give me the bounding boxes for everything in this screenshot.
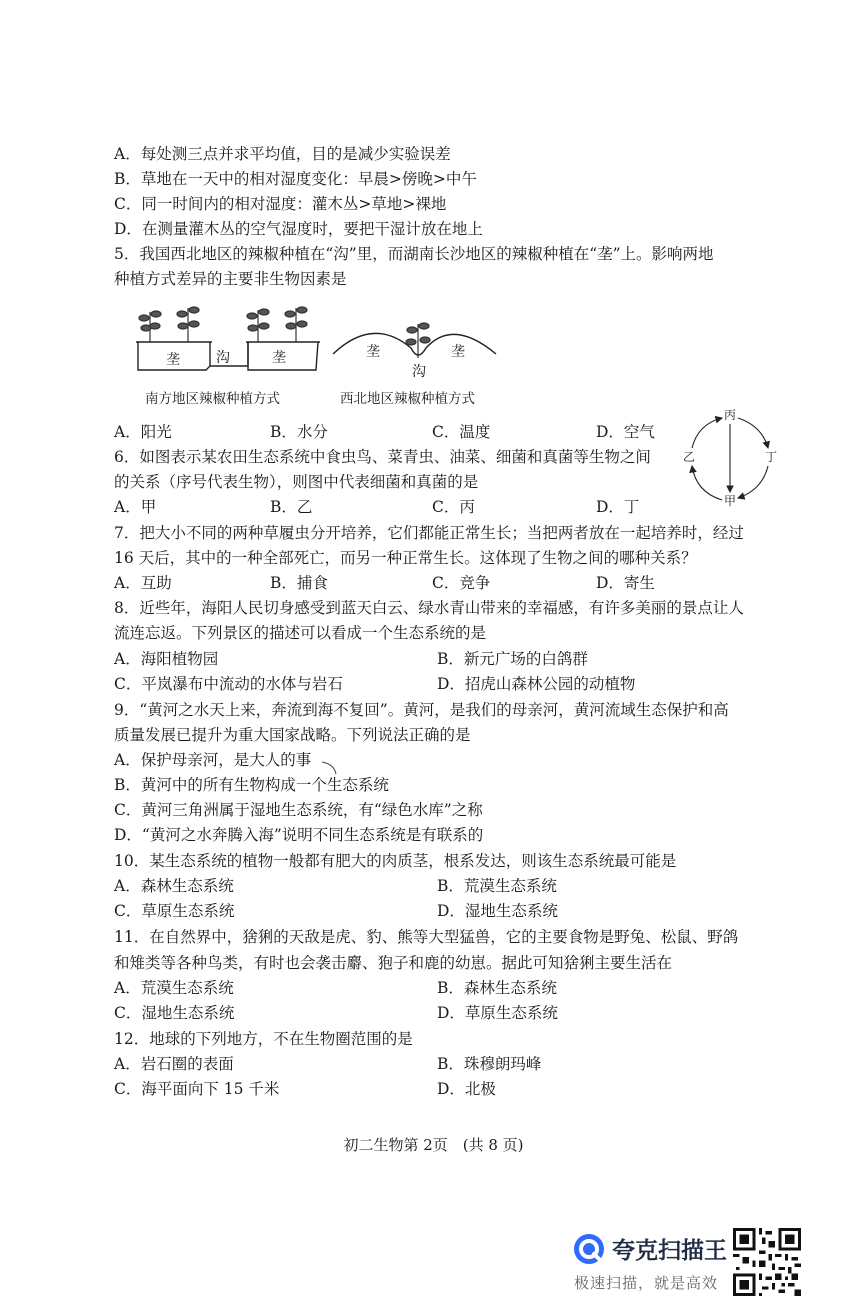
node-yi: 乙 bbox=[682, 450, 696, 464]
ridge-label: 垄 bbox=[166, 352, 180, 368]
question-9-stem-2: 质量发展已提升为重大国家战略。下列说法正确的是 bbox=[114, 726, 471, 744]
scanner-app-name: 夸克扫描王 bbox=[612, 1238, 727, 1264]
option-12b: B．珠穆朗玛峰 bbox=[437, 1055, 542, 1073]
option-4b: B．草地在一天中的相对湿度变化：早晨>傍晚>中午 bbox=[114, 170, 477, 188]
food-web-diagram bbox=[680, 404, 780, 508]
option-10a: A．森林生态系统 bbox=[114, 877, 234, 895]
question-10-stem: 10．某生态系统的植物一般都有肥大的肉质茎，根系发达，则该生态系统最可能是 bbox=[114, 852, 677, 870]
furrow-label: 沟 bbox=[216, 350, 230, 366]
question-5-stem-2: 种植方式差异的主要非生物因素是 bbox=[114, 270, 347, 288]
option-7a: A．互助 bbox=[114, 574, 172, 592]
figure-caption-northwest: 西北地区辣椒种植方式 bbox=[340, 391, 475, 407]
option-11c: C．湿地生态系统 bbox=[114, 1004, 235, 1022]
node-bing: 丙 bbox=[723, 408, 737, 422]
option-8b: B．新元广场的白鸽群 bbox=[437, 650, 588, 668]
question-11-stem-1: 11．在自然界中，猞猁的天敌是虎、豹、熊等大型猛兽，它的主要食物是野兔、松鼠、野鸽 bbox=[114, 928, 739, 946]
question-6-stem-1: 6．如图表示某农田生态系统中食虫鸟、菜青虫、油菜、细菌和真菌等生物之间 bbox=[114, 448, 651, 466]
scanner-logo-icon bbox=[572, 1232, 606, 1266]
option-5d: D．空气 bbox=[596, 423, 655, 441]
option-6c: C．丙 bbox=[432, 498, 475, 516]
pencil-mark bbox=[318, 760, 342, 778]
option-4d: D．在测量灌木丛的空气湿度时，要把干湿计放在地上 bbox=[114, 220, 483, 238]
option-12d: D．北极 bbox=[437, 1080, 496, 1098]
option-8a: A．海阳植物园 bbox=[114, 650, 219, 668]
page-footer: 初二生物第 2页 (共 8 页) bbox=[343, 1136, 524, 1154]
qr-code-icon bbox=[733, 1228, 801, 1296]
option-6d: D．丁 bbox=[596, 498, 640, 516]
question-5-stem-1: 5．我国西北地区的辣椒种植在“沟”里，而湖南长沙地区的辣椒种植在“垄”上。影响两地 bbox=[114, 245, 714, 263]
question-9-stem-1: 9．“黄河之水天上来，奔流到海不复回”。黄河，是我们的母亲河，黄河流域生态保护和高 bbox=[114, 701, 729, 719]
option-5b: B．水分 bbox=[270, 423, 328, 441]
ridge-label: 垄 bbox=[366, 344, 380, 360]
furrow-label: 沟 bbox=[412, 364, 426, 378]
option-11d: D．草原生态系统 bbox=[437, 1004, 558, 1022]
pepper-planting-figure bbox=[128, 296, 508, 378]
option-12c: C．海平面向下 15 千米 bbox=[114, 1080, 280, 1098]
question-8-stem-2: 流连忘返。下列景区的描述可以看成一个生态系统的是 bbox=[114, 624, 487, 642]
question-8-stem-1: 8．近些年，海阳人民切身感受到蓝天白云、绿水青山带来的幸福感，有许多美丽的景点让人 bbox=[114, 599, 744, 617]
question-7-stem-1: 7．把大小不同的两种草履虫分开培养，它们都能正常生长；当把两者放在一起培养时，经过 bbox=[114, 524, 744, 542]
option-12a: A．岩石圈的表面 bbox=[114, 1055, 234, 1073]
option-10b: B．荒漠生态系统 bbox=[437, 877, 557, 895]
scanner-slogan: 极速扫描，就是高效 bbox=[574, 1274, 719, 1292]
option-4a: A．每处测三点并求平均值，目的是减少实验误差 bbox=[114, 145, 451, 163]
question-11-stem-2: 和雉类等各种鸟类，有时也会袭击麝、狍子和鹿的幼崽。据此可知猞猁主要生活在 bbox=[114, 954, 673, 972]
option-5a: A．阳光 bbox=[114, 423, 172, 441]
option-11a: A．荒漠生态系统 bbox=[114, 979, 234, 997]
option-7d: D．寄生 bbox=[596, 574, 655, 592]
ridge-label: 垄 bbox=[272, 350, 286, 366]
question-7-stem-2: 16 天后，其中的一种全部死亡，而另一种正常生长。这体现了生物之间的哪种关系？ bbox=[114, 549, 697, 567]
option-8c: C．平岚瀑布中流动的水体与岩石 bbox=[114, 675, 343, 693]
option-9a: A．保护母亲河，是大人的事 bbox=[114, 751, 312, 769]
question-6-stem-2: 的关系（序号代表生物），则图中代表细菌和真菌的是 bbox=[114, 473, 479, 491]
ridge-label: 垄 bbox=[451, 344, 465, 360]
option-8d: D．招虎山森林公园的动植物 bbox=[437, 675, 636, 693]
figure-caption-south: 南方地区辣椒种植方式 bbox=[145, 391, 280, 407]
option-10d: D．湿地生态系统 bbox=[437, 902, 558, 920]
option-6b: B．乙 bbox=[270, 498, 313, 516]
option-5c: C．温度 bbox=[432, 423, 491, 441]
node-jia: 甲 bbox=[723, 494, 737, 508]
option-9b: B．黄河中的所有生物构成一个生态系统 bbox=[114, 776, 389, 794]
option-7b: B．捕食 bbox=[270, 574, 328, 592]
option-4c: C．同一时间内的相对湿度：灌木丛>草地>裸地 bbox=[114, 195, 447, 213]
question-12-stem: 12．地球的下列地方，不在生物圈范围的是 bbox=[114, 1030, 413, 1048]
option-6a: A．甲 bbox=[114, 498, 157, 516]
option-11b: B．森林生态系统 bbox=[437, 979, 557, 997]
node-ding: 丁 bbox=[764, 450, 778, 464]
option-9d: D．“黄河之水奔腾入海”说明不同生态系统是有联系的 bbox=[114, 826, 484, 844]
option-7c: C．竞争 bbox=[432, 574, 491, 592]
option-10c: C．草原生态系统 bbox=[114, 902, 235, 920]
option-9c: C．黄河三角洲属于湿地生态系统，有“绿色水库”之称 bbox=[114, 801, 483, 819]
